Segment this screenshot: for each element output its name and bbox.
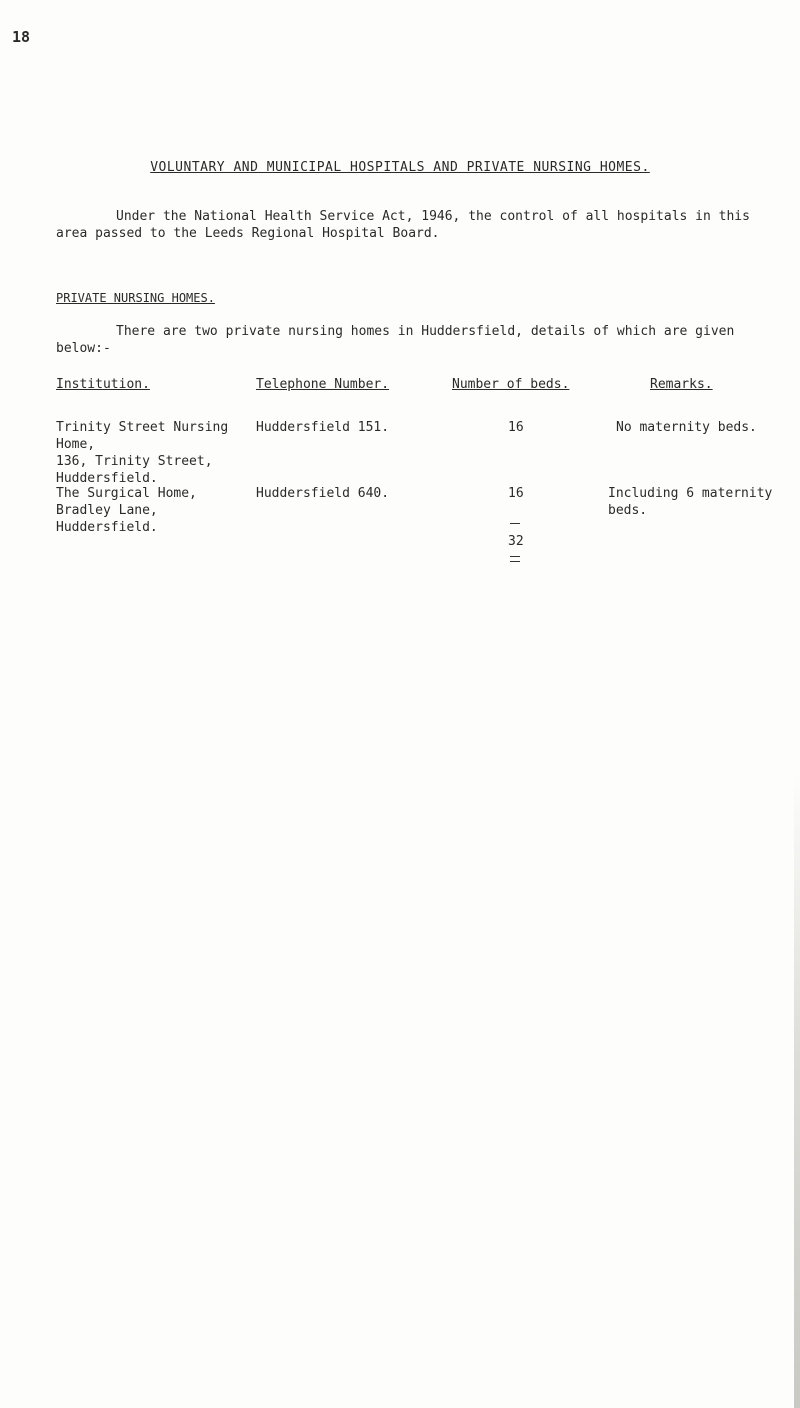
- total-double-rule: [510, 556, 520, 562]
- page-number: 18: [12, 28, 31, 46]
- scan-edge-shadow: [794, 0, 800, 1408]
- remarks-cell: No maternity beds.: [616, 420, 757, 435]
- column-header-institution: Institution.: [56, 377, 150, 392]
- institution-cell: The Surgical Home, Bradley Lane, Huddersfield.: [56, 486, 197, 535]
- column-header-telephone: Telephone Number.: [256, 377, 390, 392]
- institution-cell: Trinity Street Nursing Home, 136, Trinity Street, Huddersfield.: [56, 420, 229, 486]
- remarks-cell: Including 6 maternity beds.: [608, 486, 773, 518]
- beds-cell: 16: [508, 420, 524, 435]
- telephone-cell: Huddersfield 640.: [256, 486, 390, 501]
- column-header-beds: Number of beds.: [452, 377, 570, 392]
- telephone-cell: Huddersfield 151.: [256, 420, 390, 435]
- column-header-remarks: Remarks.: [650, 377, 713, 392]
- section-paragraph: There are two private nursing homes in Huddersfield, details of which are given below:-: [56, 324, 735, 356]
- section-heading: PRIVATE NURSING HOMES.: [56, 291, 215, 305]
- total-beds: 32: [508, 534, 524, 549]
- page-title: VOLUNTARY AND MUNICIPAL HOSPITALS AND PRIVATE NURSING HOMES.: [150, 160, 650, 175]
- intro-paragraph: Under the National Health Service Act, 1946, the control of all hospitals in this area passed to the Leeds Regional Hospital Board.: [56, 209, 750, 241]
- total-rule: [510, 523, 520, 524]
- beds-cell: 16: [508, 486, 524, 501]
